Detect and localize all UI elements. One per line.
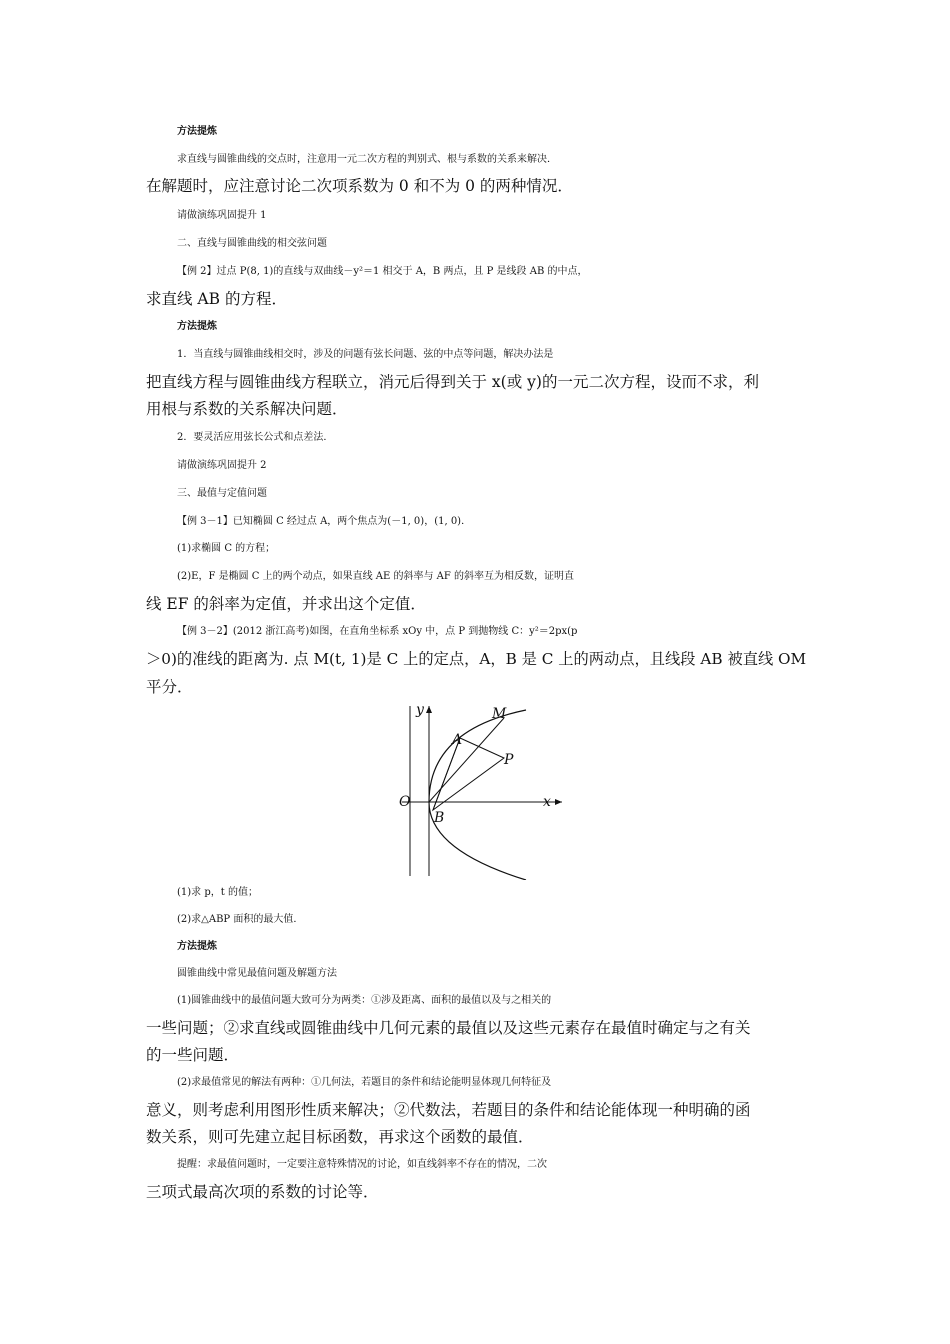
label-y: y [416,702,424,718]
example-3-1-question-2-line-2: 线 EF 的斜率为定值，并求出这个定值． [146,595,426,613]
label-a: A [452,732,463,748]
method-heading-1: 方法提炼 [177,126,217,137]
method-text-3-para-2-line-3: 数关系，则可先建立起目标函数，再求这个函数的最值． [146,1128,534,1146]
y-axis-arrow [426,706,432,713]
section-2-title: 二、直线与圆锥曲线的相交弦问题 [177,238,327,249]
practice-link-2: 请做演练巩固提升 2 [177,460,267,471]
example-3-2-line-2: ＞0)的准线的距离为. 点 M(t, 1)是 C 上的定点，A，B 是 C 上的两动点，且线段 AB 被直线 OM [146,650,807,668]
method-text-1-line-2: 在解题时，应注意讨论二次项系数为 0 和不为 0 的两种情况． [146,177,573,195]
example-2-line-1: 【例 2】过点 P(8, 1)的直线与双曲线－y²＝1 相交于 A，B 两点，且 P 是线段 AB 的中点， [177,266,588,277]
method-text-3-para-1-line-1: (1)圆锥曲线中的最值问题大致可分为两类：①涉及距离、面积的最值以及与之相关的 [177,995,552,1006]
method-text-3-para-1-line-3: 的一些问题． [146,1046,240,1064]
segment-ab [433,738,460,810]
section-3-title: 三、最值与定值问题 [177,488,267,499]
parabola-curve [429,710,526,880]
method-heading-3: 方法提炼 [177,941,217,952]
method-text-3-para-2-line-1: (2)求最值常见的解法有两种：①几何法，若题目的条件和结论能明显体现几何特征及 [177,1077,552,1088]
example-3-1-question-1: (1)求椭圆 C 的方程； [177,543,276,554]
method-3-subtitle: 圆锥曲线中常见最值问题及解题方法 [177,968,337,979]
method-text-2-item-2: 2．要灵活应用弦长公式和点差法． [177,432,334,443]
method-text-3-para-1-line-2: 一些问题；②求直线或圆锥曲线中几何元素的最值以及这些元素存在最值时确定与之有关 [146,1019,751,1037]
triangle-abp [433,738,504,810]
example-2-line-2: 求直线 AB 的方程． [146,290,287,308]
example-3-1-line-1: 【例 3－1】已知椭圆 C 经过点 A，两个焦点为(－1, 0)，(1, 0)． [177,516,472,527]
tip-line-2: 三项式最高次项的系数的讨论等． [146,1183,379,1201]
tip-line-1: 提醒：求最值问题时，一定要注意特殊情况的讨论，如直线斜率不存在的情况，二次 [177,1159,547,1170]
example-3-2-question-1: (1)求 p，t 的值； [177,887,258,898]
label-o: O [399,794,411,810]
label-p: P [504,752,514,768]
method-text-3-para-2-line-2: 意义，则考虑利用图形性质来解决；②代数法，若题目的条件和结论能体现一种明确的函 [146,1101,751,1119]
parabola-figure [396,700,566,880]
method-text-2-line-2: 把直线方程与圆锥曲线方程联立，消元后得到关于 x(或 y)的一元二次方程，设而不求，利 [146,373,759,391]
example-3-2-line-3: 平分． [146,678,193,696]
example-3-2-question-2: (2)求△ABP 面积的最大值． [177,914,304,925]
label-b: B [434,810,445,826]
method-text-2-line-3: 用根与系数的关系解决问题． [146,400,348,418]
x-axis-arrow [555,799,562,805]
label-m: M [492,706,507,722]
example-3-2-line-1: 【例 3－2】(2012 浙江高考)如图，在直角坐标系 xOy 中，点 P 到抛物线 C：y²＝2px(p [177,626,578,637]
method-text-2-line-1: 1．当直线与圆锥曲线相交时，涉及的问题有弦长问题、弦的中点等问题，解决办法是 [177,349,554,360]
method-heading-2: 方法提炼 [177,321,217,332]
label-x: x [543,794,551,810]
method-text-1-line-1: 求直线与圆锥曲线的交点时，注意用一元二次方程的判别式、根与系数的关系来解决． [177,154,557,165]
practice-link-1: 请做演练巩固提升 1 [177,210,267,221]
example-3-1-question-2-line-1: (2)E，F 是椭圆 C 上的两个动点，如果直线 AE 的斜率与 AF 的斜率互为相反数，证明直 [177,571,574,582]
